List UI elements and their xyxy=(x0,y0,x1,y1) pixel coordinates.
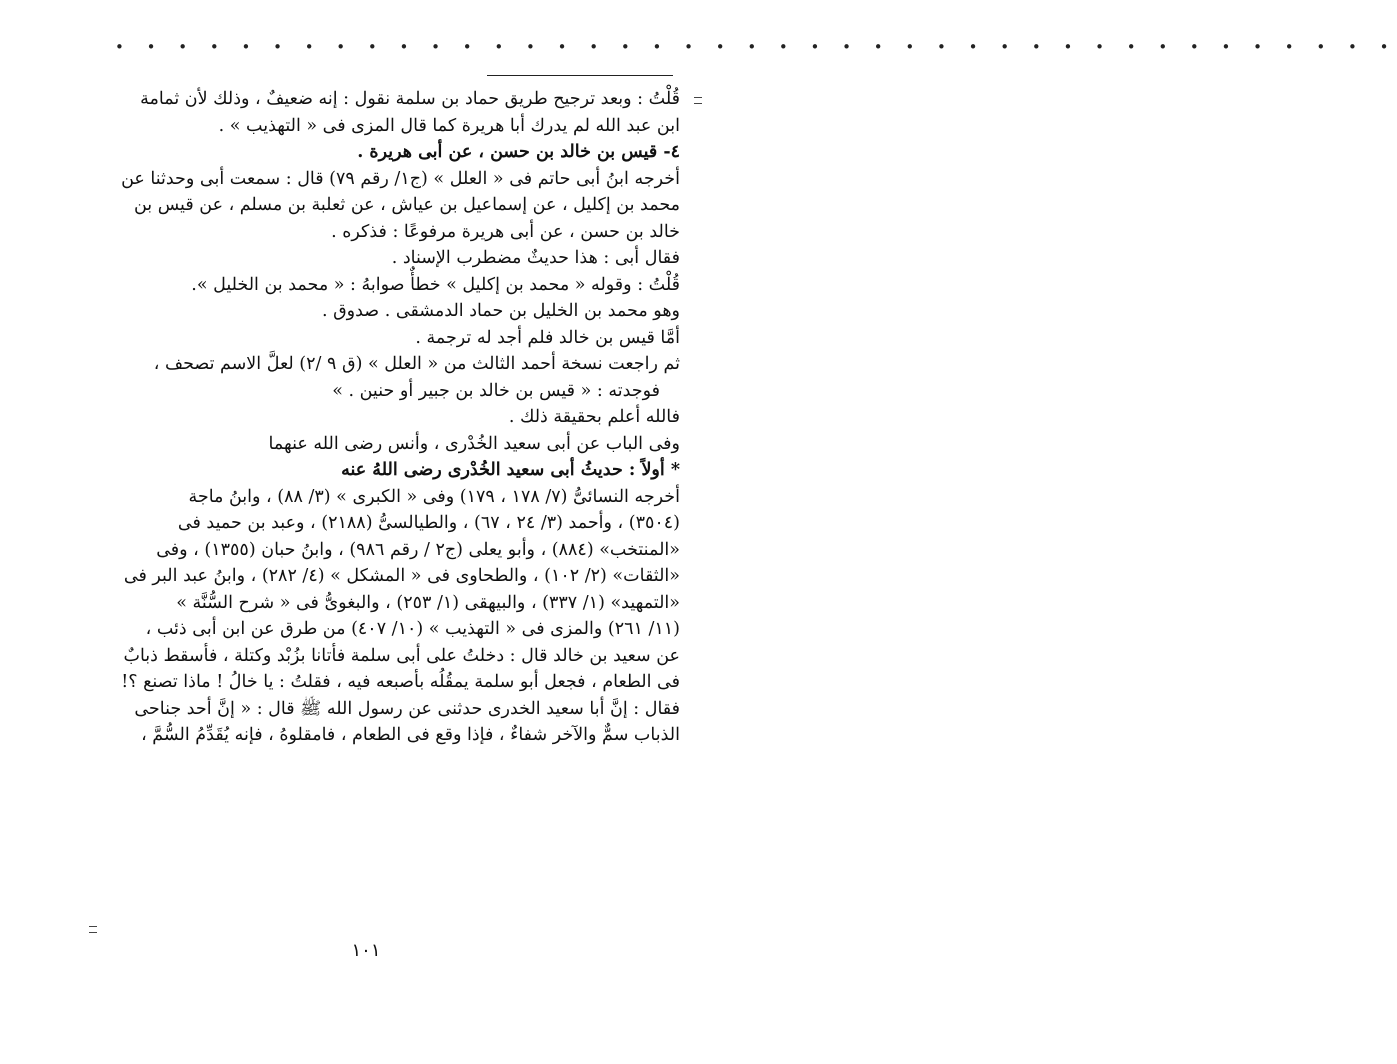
margin-mark-top xyxy=(694,97,702,104)
text-line: «المنتخب» (٨٨٤) ، وأبو يعلى (ج٢ / رقم ٩٨٦) ، وابنُ حبان (١٣٥٥) ، وفى xyxy=(156,539,680,560)
text-line: ثم راجعت نسخة أحمد الثالث من « العلل » (ق ٩ /٢) لعلَّ الاسم تصحف ، xyxy=(153,354,680,374)
text-line: محمد بن إكليل ، عن إسماعيل بن عياش ، عن ثعلبة بن مسلم ، عن قيس بن xyxy=(133,195,680,215)
text-line: (٣٥٠٤) ، وأحمد (٣/ ٢٤ ، ٦٧) ، والطيالسىُّ (٢١٨٨) ، وعبد بن حميد فى xyxy=(177,513,680,533)
text-line: أخرجه ابنُ أبى حاتم فى « العلل » (ج١/ رقم ٧٩) قال : سمعت أبى وحدثنا عن xyxy=(121,168,680,189)
text-line: الذباب سمٌّ والآخر شفاءٌ ، فإذا وقع فى الطعام ، فامقلوهُ ، فإنه يُقَدِّمُ السُّمَّ ، xyxy=(141,725,680,745)
text-line: فالله أعلم بحقيقة ذلك . xyxy=(508,407,680,427)
text-line: فوجدته : « قيس بن خالد بن جبير أو حنين . » xyxy=(332,380,660,401)
text-line: وفى الباب عن أبى سعيد الخُدْرى ، وأنس رضى الله عنهما xyxy=(268,433,680,454)
text-line: (١١/ ٢٦١) والمزى فى « التهذيب » (١٠/ ٤٠٧) من طرق عن ابن أبى ذئب ، xyxy=(145,619,680,639)
text-line: فقال أبى : هذا حديثٌ مضطرب الإسناد . xyxy=(391,248,680,268)
section-heading-4: ٤- قيس بن خالد بن حسن ، عن أبى هريرة . xyxy=(357,142,680,162)
text-line: «التمهيد» (١/ ٣٣٧) ، والبيهقى (١/ ٢٥٣) ، والبغوىُّ فى « شرح السُّنَّة » xyxy=(176,592,680,613)
text-line: «الثقات» (٢/ ١٠٢) ، والطحاوى فى « المشكل » (٤/ ٢٨٢) ، وابنُ عبد البر فى xyxy=(123,566,680,586)
text-line: عن سعيد بن خالد قال : دخلتُ على أبى سلمة فأتانا بزُبْد وكتلة ، فأسقط ذبابٌ xyxy=(123,645,680,666)
text-line: أخرجه النسائىُّ (٧/ ١٧٨ ، ١٧٩) وفى « الكبرى » (٣/ ٨٨) ، وابنُ ماجة xyxy=(188,486,680,507)
page-number: ١٠١ xyxy=(351,940,381,961)
margin-mark-bottom xyxy=(89,926,97,933)
text-line: فى الطعام ، فجعل أبو سلمة يمقُلُه بأصبعه فيه ، فقلتُ : يا خالُ ! ماذا تصنع ؟! xyxy=(121,672,680,692)
text-line: خالد بن حسن ، عن أبى هريرة مرفوعًا : فذكره . xyxy=(331,221,680,242)
header-dotted-line: • • • • • • • • • • • • • • • • • • • • • • • • • • • • • • • • • • • • • • • • • xyxy=(115,38,1397,56)
text-line: أمَّا قيس بن خالد فلم أجد له ترجمة . xyxy=(415,327,680,348)
page-body xyxy=(100,86,680,749)
header-rule xyxy=(487,75,673,76)
text-line: وهو محمد بن الخليل بن حماد الدمشقى . صدوق . xyxy=(321,301,680,321)
text-line: ابن عبد الله لم يدرك أبا هريرة كما قال المزى فى « التهذيب » . xyxy=(218,115,680,136)
text-line: قُلْتُ : وبعد ترجيح طريق حماد بن سلمة نقول : إنه ضعيفٌ ، وذلك لأن ثمامة xyxy=(140,89,680,109)
section-heading-first: * أولاً : حديثُ أبى سعيد الخُدْرى رضى اللهُ عنه xyxy=(341,460,680,480)
text-line: فقال : إنَّ أبا سعيد الخدرى حدثنى عن رسول الله ﷺ قال : « إنَّ أحد جناحى xyxy=(134,698,680,719)
text-line: قُلْتُ : وقوله « محمد بن إكليل » خطأٌ صوابهُ : « محمد بن الخليل ». xyxy=(191,274,680,295)
